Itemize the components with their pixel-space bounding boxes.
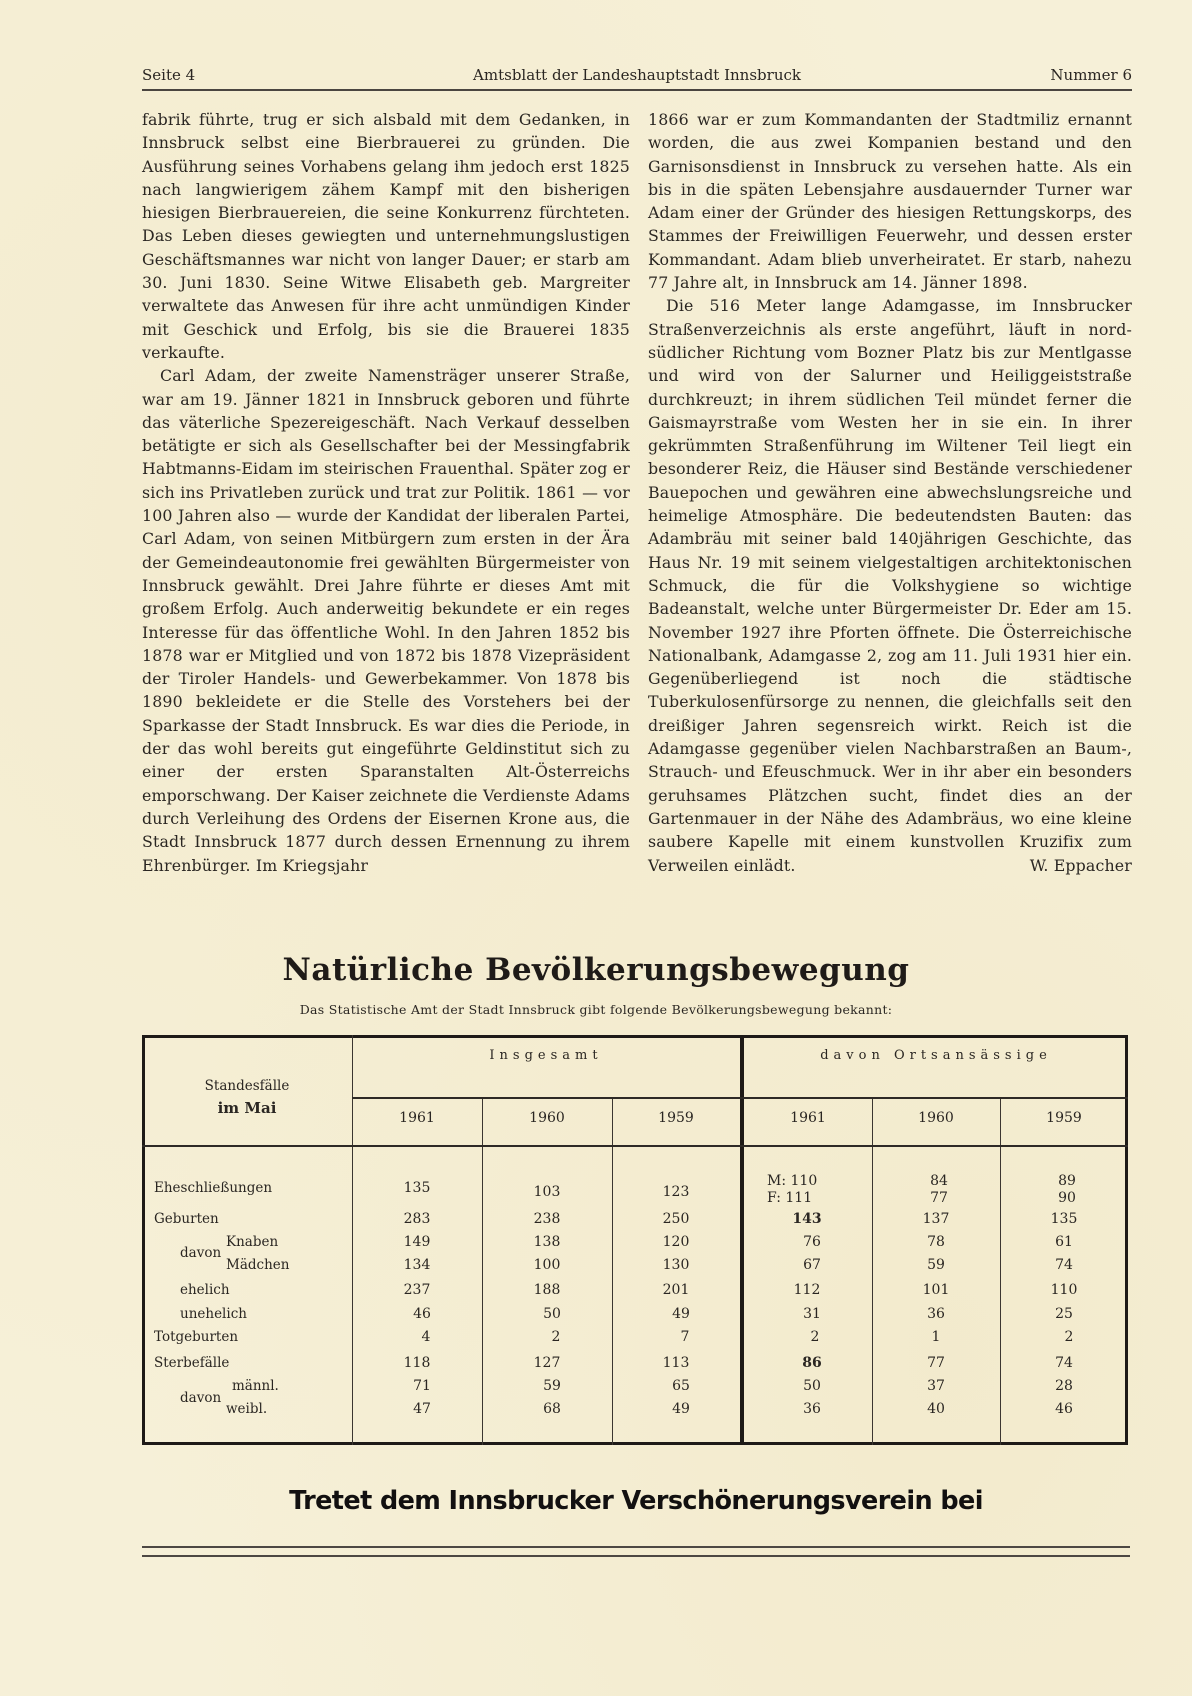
row-label: Totgeburten xyxy=(154,1329,239,1345)
cell: 68 xyxy=(543,1401,561,1417)
cell: 130 xyxy=(662,1257,690,1273)
cell: 46 xyxy=(413,1306,431,1322)
cell: 47 xyxy=(413,1401,431,1417)
issue-number: Nummer 6 xyxy=(1050,66,1132,84)
cell: 90 xyxy=(1058,1190,1076,1206)
cell: 28 xyxy=(1055,1378,1073,1394)
cell: 113 xyxy=(662,1355,690,1371)
cell: 143 xyxy=(792,1211,822,1227)
cell: 7 xyxy=(680,1329,690,1345)
header-bottom-rule xyxy=(142,1145,1128,1147)
col-divider xyxy=(872,1098,873,1445)
cell: 67 xyxy=(803,1257,821,1273)
cell: 61 xyxy=(1055,1234,1073,1250)
group-header-total: Insgesamt xyxy=(489,1048,603,1063)
cell: 31 xyxy=(803,1306,821,1322)
cell: 86 xyxy=(802,1355,822,1371)
cell-female: F: 111 xyxy=(767,1190,813,1206)
year-header: 1961 xyxy=(399,1110,435,1126)
cell: 120 xyxy=(662,1234,690,1250)
cell: 78 xyxy=(927,1234,945,1250)
row-prefix: davon xyxy=(180,1390,222,1406)
cell: 238 xyxy=(533,1211,561,1227)
cell: 135 xyxy=(403,1180,431,1196)
cell: 84 xyxy=(930,1173,948,1189)
article-paragraph: Die 516 Meter lange Adamgasse, im Innsbrucker Straßenverzeichnis als erste angeführt, läuft in nord-südlicher Richtung vom Bozner Platz bis zur Mentlgasse und wird von der Salurner und Heiliggeiststraße durchkreuzt; in ihrem südlichen Teil mündet ferner die Gaismayrstraße vom Westen her in sie ein. In ihrer gekrümmten Straßenführung im Wiltener Teil liegt ein besonderer Reiz, die Häuser sind Bestände verschiedener Bauepochen und gewähren eine abwechslungsreiche und heimelige Atmosphäre. Die bedeutendsten Bauten: das Adambräu mit seiner bald 140jährigen Geschichte, das Haus Nr. 19 mit seinem vielgestaltigen architektonischen Schmuck, die für die Volkshygiene so wichtige Badeanstalt, welche unter Bürgermeister Dr. Eder am 15. November 1927 ihre Pforten öffnete. Die Österreichische Nationalbank, Adamgasse 2, zog am 11. Juli 1931 hier ein. Gegenüberliegend ist noch die städtische Tuberkulosenfürsorge zu nennen, die gleichfalls seit den dreißiger Jahren segensreich wirkt. Reich ist die Adamgasse gegenüber vielen Nachbarstraßen an Baum-, Strauch- und Efeuschmuck. Wer in ihr aber ein besonders geruhsames Plätzchen sucht, findet dies an der Gartenmauer in der Nähe des Adambräus, wo eine kleine saubere Kapelle mit einem kunstvollen Kruzifix zum Verweilen einlädt. xyxy=(648,296,1132,875)
cell: 59 xyxy=(927,1257,945,1273)
col-divider xyxy=(1000,1098,1001,1445)
footer-rule-bottom xyxy=(142,1555,1130,1557)
cell: 112 xyxy=(793,1282,821,1298)
row-label: Sterbefälle xyxy=(154,1355,230,1371)
header-divider xyxy=(352,1097,1128,1099)
cell: 237 xyxy=(403,1282,431,1298)
cell: 36 xyxy=(803,1401,821,1417)
year-header: 1959 xyxy=(658,1110,694,1126)
col-divider xyxy=(612,1098,613,1445)
article-column-left xyxy=(142,108,630,877)
cell: 36 xyxy=(927,1306,945,1322)
cell: 137 xyxy=(922,1211,950,1227)
cell: 2 xyxy=(810,1329,820,1345)
row-label: ehelich xyxy=(180,1282,230,1298)
cell: 89 xyxy=(1058,1173,1076,1189)
cell: 135 xyxy=(1050,1211,1078,1227)
cell: 149 xyxy=(403,1234,431,1250)
row-label: unehelich xyxy=(180,1306,247,1322)
cell: 74 xyxy=(1055,1355,1073,1371)
cell: 74 xyxy=(1055,1257,1073,1273)
cell: 138 xyxy=(533,1234,561,1250)
section-title: Natürliche Bevölkerungsbewegung xyxy=(282,952,910,988)
article-paragraph: Carl Adam, der zweite Namensträger unserer Straße, war am 19. Jänner 1821 in Innsbruck geboren und führte das väterliche Spezereigeschäft. Nach Verkauf desselben betätigte er sich als Gesellschafter bei der Messingfabrik Habtmanns-Eidam im steirischen Frauenthal. Später zog er sich ins Privatleben zurück und trat zur Politik. 1861 — vor 100 Jahren also — wurde der Kandidat der liberalen Partei, Carl Adam, von seinen Mitbürgern zum ersten in der Ära der Gemeindeautonomie frei gewählten Bürgermeister von Innsbruck gewählt. Drei Jahre führte er dieses Amt mit großem Erfolg. Auch anderweitig bekundete er ein reges Interesse für das öffentliche Wohl. In den Jahren 1852 bis 1878 war er Mitglied und von 1872 bis 1878 Vizepräsident der Tiroler Handels- und Gewerbekammer. Von 1878 bis 1890 bekleidete er die Stelle des Vorstehers bei der Sparkasse der Stadt Innsbruck. Es war dies die Periode, in der das wohl bereits gut eingeführte Geldinstitut sich zu einer der ersten Sparanstalten Alt-Österreichs emporschwang. Der Kaiser zeichnete die Verdienste Adams durch Verleihung des Ordens der Eisernen Krone aus, die Stadt Innsbruck 1877 durch dessen Ernennung zu ihrem Ehrenbürger. Im Kriegsjahr xyxy=(142,366,630,875)
cell: 188 xyxy=(533,1282,561,1298)
header-rule xyxy=(142,89,1132,91)
cell: 59 xyxy=(543,1378,561,1394)
row-prefix: davon xyxy=(180,1245,222,1261)
row-header xyxy=(142,1075,352,1120)
row-label: männl. xyxy=(232,1378,279,1394)
cell: 2 xyxy=(1064,1329,1074,1345)
cell: 250 xyxy=(662,1211,690,1227)
population-table xyxy=(142,1035,1128,1445)
col-divider xyxy=(482,1098,483,1445)
cell: 4 xyxy=(421,1329,431,1345)
cell: 50 xyxy=(803,1378,821,1394)
cell: 100 xyxy=(533,1257,561,1273)
row-label: Knaben xyxy=(226,1234,279,1250)
year-header: 1959 xyxy=(1046,1110,1082,1126)
cell: 25 xyxy=(1055,1306,1073,1322)
cell: 37 xyxy=(927,1378,945,1394)
running-head xyxy=(142,62,1132,92)
cell: 103 xyxy=(533,1184,561,1200)
cell: 2 xyxy=(551,1329,561,1345)
section-subtitle: Das Statistische Amt der Stadt Innsbruck gibt folgende Bevölkerungsbewegung bekannt: xyxy=(299,1002,893,1017)
cell: 46 xyxy=(1055,1401,1073,1417)
cell: 77 xyxy=(930,1190,948,1206)
year-header: 1961 xyxy=(790,1110,826,1126)
row-label: Geburten xyxy=(154,1211,219,1227)
group-header-local: davon Ortsansässige xyxy=(820,1048,1052,1063)
cell-mf xyxy=(767,1173,817,1207)
cell: 77 xyxy=(927,1355,945,1371)
page-number: Seite 4 xyxy=(142,66,196,84)
cell: 118 xyxy=(403,1355,431,1371)
article-paragraph: 1866 war er zum Kommandanten der Stadtmiliz ernannt worden, die aus zwei Kompanien bestand und den Garnisonsdienst in Innsbruck zu versehen hatte. Als ein bis in die späten Lebensjahre ausdauernder Turner war Adam einer der Gründer des hiesigen Rettungskorps, des Stammes der Freiwilligen Feuerwehr, und dessen erster Kommandant. Adam blieb unverheiratet. Er starb, nahezu 77 Jahre alt, in Innsbruck am 14. Jänner 1898. xyxy=(648,110,1132,293)
cell: 40 xyxy=(927,1401,945,1417)
row-label: weibl. xyxy=(226,1401,268,1417)
cell: 127 xyxy=(533,1355,561,1371)
row-header-line2: im Mai xyxy=(217,1099,277,1117)
article-paragraph: fabrik führte, trug er sich alsbald mit dem Gedanken, in Innsbruck selbst eine Bierbrauerei zu gründen. Die Ausführung seines Vorhabens gelang ihm jedoch erst 1825 nach langwierigem zähem Kampf mit den bisherigen hiesigen Bierbrauereien, die seine Konkurrenz fürchteten. Das Leben dieses gewiegten und unternehmungslustigen Geschäftsmannes war nicht von langer Dauer; er starb am 30. Juni 1830. Seine Witwe Elisabeth geb. Margreiter verwaltete das Anwesen für ihre acht unmündigen Kinder mit Geschick und Erfolg, bis sie die Brauerei 1835 verkaufte. xyxy=(142,110,630,362)
row-label: Eheschließungen xyxy=(154,1180,273,1196)
cell-mf xyxy=(924,1173,954,1207)
cell: 65 xyxy=(672,1378,690,1394)
cell: 1 xyxy=(931,1329,941,1345)
promo-banner: Tretet dem Innsbrucker Verschönerungsverein bei xyxy=(289,1486,983,1516)
year-header: 1960 xyxy=(529,1110,565,1126)
cell: 283 xyxy=(403,1211,431,1227)
author-signature: W. Eppacher xyxy=(1029,855,1132,875)
cell: 71 xyxy=(413,1378,431,1394)
cell: 49 xyxy=(672,1306,690,1322)
cell: 134 xyxy=(403,1257,431,1273)
cell: 110 xyxy=(1050,1282,1078,1298)
year-header: 1960 xyxy=(918,1110,954,1126)
publication-title: Amtsblatt der Landeshauptstadt Innsbruck xyxy=(473,66,801,84)
row-label: Mädchen xyxy=(226,1257,290,1273)
cell: 101 xyxy=(922,1282,950,1298)
article-column-right xyxy=(648,108,1132,877)
cell-male: M: 110 xyxy=(767,1173,818,1189)
cell: 123 xyxy=(662,1184,690,1200)
cell-mf xyxy=(1052,1173,1082,1207)
row-header-line1: Standesfälle xyxy=(204,1078,290,1094)
cell: 49 xyxy=(672,1401,690,1417)
cell: 76 xyxy=(803,1234,821,1250)
cell: 201 xyxy=(662,1282,690,1298)
cell: 50 xyxy=(543,1306,561,1322)
footer-rule-top xyxy=(142,1546,1130,1548)
